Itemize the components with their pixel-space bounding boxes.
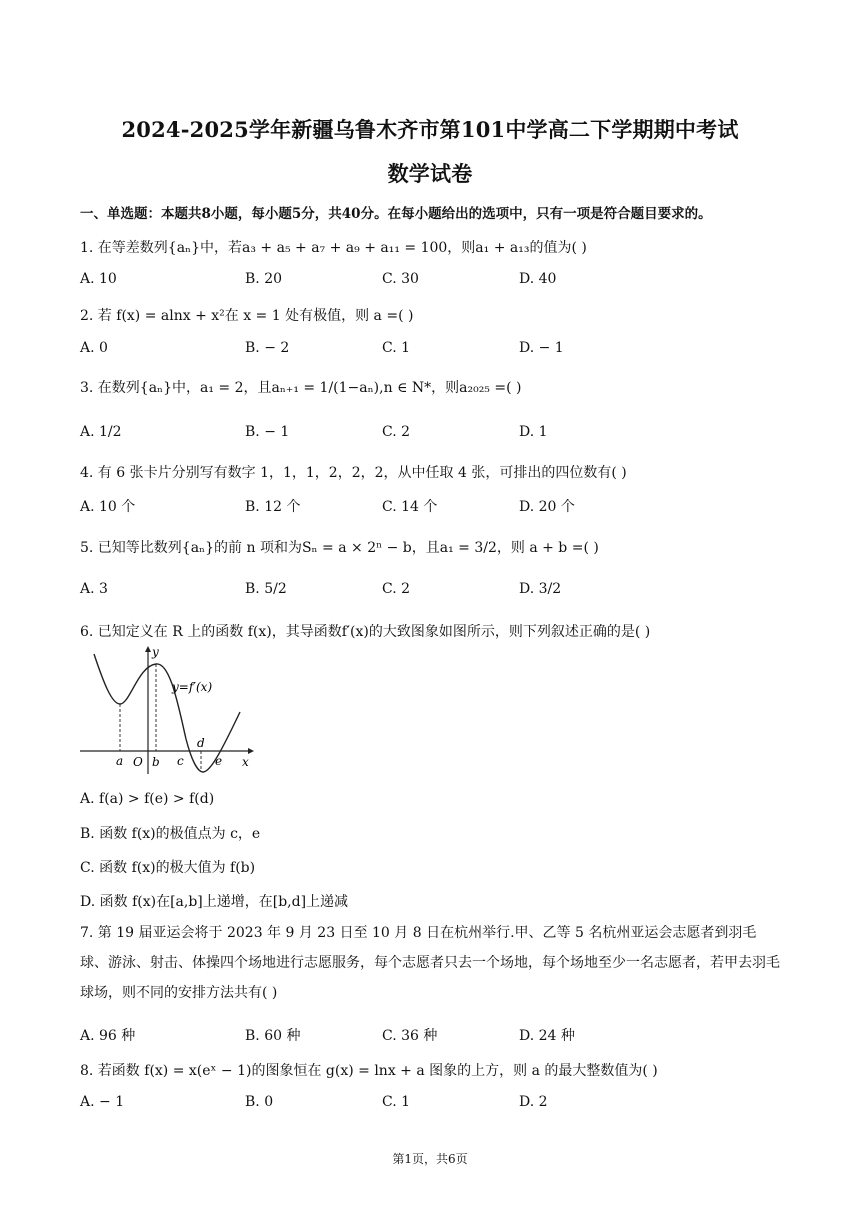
question-3-option-a: A. 1/2	[80, 424, 122, 440]
curve-label: y=f′(x)	[172, 680, 213, 694]
point-label-c: c	[177, 754, 184, 768]
question-6-option-c: C. 函数 f(x)的极大值为 f(b)	[80, 860, 256, 876]
question-1-option-d: D. 40	[519, 271, 557, 287]
y-axis-arrow-icon	[145, 646, 151, 652]
derivative-graph	[78, 644, 254, 778]
question-8-option-b: B. 0	[245, 1094, 274, 1110]
point-label-b: b	[152, 755, 160, 769]
point-label-d: d	[197, 736, 205, 750]
question-3-option-b: B. − 1	[245, 424, 290, 440]
question-7-option-c: C. 36 种	[382, 1028, 438, 1044]
x-axis-arrow-icon	[248, 748, 254, 754]
question-2-option-b: B. − 2	[245, 340, 290, 356]
question-7-option-b: B. 60 种	[245, 1028, 301, 1044]
question-7-stem: 7. 第 19 届亚运会将于 2023 年 9 月 23 日至 10 月 8 日在杭州举行.甲、乙等 5 名杭州亚运会志愿者到羽毛球、游泳、射击、体操四个场地进行志愿服务，每个志愿者只去一个场地，每个场地至少一名志愿者，若甲去羽毛球场，则不同的安排方法共有( )	[80, 925, 780, 1001]
question-2-option-a: A. 0	[80, 340, 108, 356]
question-6-option-d: D. 函数 f(x)在[a,b]上递增，在[b,d]上递减	[80, 894, 349, 910]
question-3-stem: 3. 在数列{aₙ}中，a₁ = 2，且aₙ₊₁ = 1/(1−aₙ),n ∈ N*，则a₂₀₂₅ =( )	[80, 380, 522, 396]
point-label-a: a	[116, 754, 124, 768]
question-4-option-a: A. 10 个	[80, 499, 136, 515]
question-8-option-d: D. 2	[519, 1094, 548, 1110]
question-1-option-c: C. 30	[382, 271, 419, 287]
question-2-stem: 2. 若 f(x) = alnx + x²在 x = 1 处有极值，则 a =( )	[80, 308, 414, 324]
question-3-option-c: C. 2	[382, 424, 411, 440]
question-6-option-a: A. f(a) > f(e) > f(d)	[80, 791, 215, 807]
question-2-option-c: C. 1	[382, 340, 411, 356]
question-5-option-d: D. 3/2	[519, 581, 562, 597]
question-7-option-d: D. 24 种	[519, 1028, 575, 1044]
question-2-option-d: D. − 1	[519, 340, 564, 356]
point-label-e: e	[215, 754, 223, 768]
question-6-option-b: B. 函数 f(x)的极值点为 c，e	[80, 826, 261, 842]
axis-label-x: x	[242, 755, 249, 769]
question-4-stem: 4. 有 6 张卡片分别写有数字 1，1，1，2，2，2，从中任取 4 张，可排出的四位数有( )	[80, 465, 627, 481]
question-8-option-a: A. − 1	[80, 1094, 125, 1110]
question-5-option-a: A. 3	[80, 581, 108, 597]
origin-label: O	[133, 755, 143, 769]
question-1-option-b: B. 20	[245, 271, 283, 287]
question-7-option-a: A. 96 种	[80, 1028, 136, 1044]
question-4-option-b: B. 12 个	[245, 499, 301, 515]
question-1-option-a: A. 10	[80, 271, 117, 287]
question-5-stem: 5. 已知等比数列{aₙ}的前 n 项和为Sₙ = a × 2ⁿ − b，且a₁ = 3/2，则 a + b =( )	[80, 540, 599, 556]
question-5-option-b: B. 5/2	[245, 581, 287, 597]
section-heading: 一、单选题：本题共8小题，每小题5分，共40分。在每小题给出的选项中，只有一项是符合题目要求的。	[80, 206, 712, 222]
question-6-stem: 6. 已知定义在 R 上的函数 f(x)，其导函数f′(x)的大致图象如图所示，则下列叙述正确的是( )	[80, 624, 651, 640]
question-4-option-d: D. 20 个	[519, 499, 575, 515]
axis-label-y: y	[152, 645, 159, 659]
question-1-stem: 1. 在等差数列{aₙ}中，若a₃ + a₅ + a₇ + a₉ + a₁₁ = 100，则a₁ + a₁₃的值为( )	[80, 240, 587, 256]
exam-title: 2024-2025学年新疆乌鲁木齐市第101中学高二下学期期中考试	[121, 117, 739, 142]
question-3-option-d: D. 1	[519, 424, 548, 440]
question-4-option-c: C. 14 个	[382, 499, 438, 515]
exam-subtitle: 数学试卷	[387, 161, 473, 186]
question-8-stem: 8. 若函数 f(x) = x(eˣ − 1)的图象恒在 g(x) = lnx + a 图象的上方，则 a 的最大整数值为( )	[80, 1063, 658, 1079]
question-8-option-c: C. 1	[382, 1094, 411, 1110]
page-footer: 第1页，共6页	[392, 1152, 468, 1166]
question-5-option-c: C. 2	[382, 581, 411, 597]
